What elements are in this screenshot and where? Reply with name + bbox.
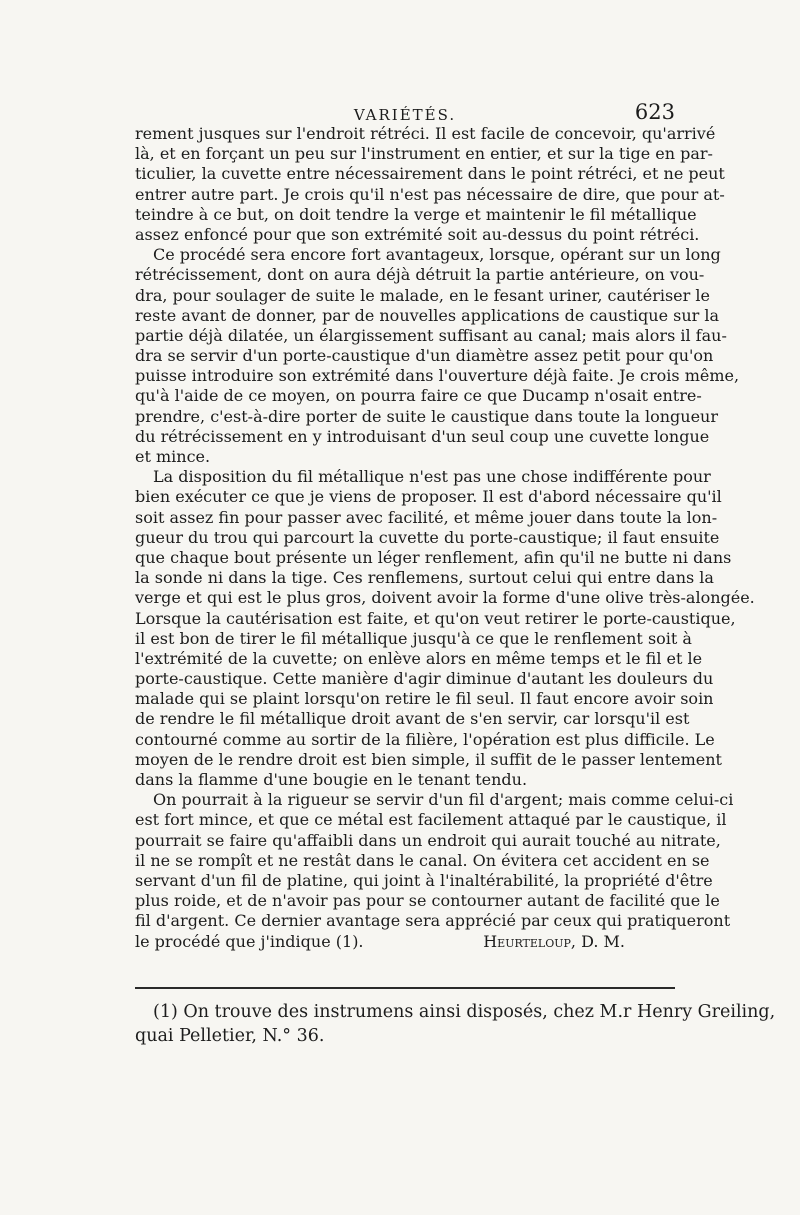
text-line: il ne se rompît et ne restât dans le canal. On évitera cet accident en se	[135, 850, 710, 870]
page-number: 623	[634, 100, 675, 124]
text-line: pourrait se faire qu'affaibli dans un endroit qui aurait touché au nitrate,	[135, 830, 721, 850]
text-line: La disposition du fil métallique n'est pas une chose indifférente pour	[153, 467, 711, 487]
text-line: porte-caustique. Cette manière d'agir diminue d'autant les douleurs du	[135, 669, 714, 689]
paragraph-3	[135, 467, 755, 790]
text-line: bien exécuter ce que je viens de proposer. Il est d'abord nécessaire qu'il	[135, 487, 722, 507]
text-line: assez enfoncé pour que son extrémité soit au-dessus du point rétréci.	[135, 224, 700, 244]
text-line: partie déjà dilatée, un élargissement suffisant au canal; mais alors il fau-	[135, 325, 727, 345]
author-signature: Heurteloup, D. M.	[483, 931, 625, 951]
text-line: puisse introduire son extrémité dans l'ouverture déjà faite. Je crois même,	[135, 366, 740, 386]
text-line: rement jusques sur l'endroit rétréci. Il est facile de concevoir, qu'arrivé	[135, 124, 716, 143]
text-line: rétrécissement, dont on aura déjà détruit la partie antérieure, on vou-	[135, 265, 705, 285]
text-line: soit assez fin pour passer avec facilité, et même jouer dans toute la lon-	[135, 507, 718, 527]
text-line: malade qui se plaint lorsqu'on retire le fil seul. Il faut encore avoir soin	[135, 689, 714, 709]
text-line: Lorsque la cautérisation est faite, et qu'on veut retirer le porte-caustique,	[135, 608, 736, 628]
footnote	[135, 1000, 776, 1048]
text-line: prendre, c'est-à-dire porter de suite le caustique dans toute la longueur	[135, 406, 718, 426]
text-line: là, et en forçant un peu sur l'instrument en entier, et sur la tige en par-	[135, 144, 713, 164]
text-line: dans la flamme d'une bougie en le tenant tendu.	[135, 770, 528, 789]
text-line: de rendre le fil métallique droit avant de s'en servir, car lorsqu'il est	[135, 709, 690, 729]
text-line: contourné comme au sortir de la filière, l'opération est plus difficile. Le	[135, 729, 715, 749]
text-line: gueur du trou qui parcourt la cuvette du porte-caustique; il faut ensuite	[135, 527, 720, 547]
text-line: dra, pour soulager de suite le malade, en le fesant uriner, cautériser le	[135, 285, 710, 305]
text-line: l'extrémité de la cuvette; on enlève alors en même temps et le fil et le	[135, 648, 703, 668]
paragraph-2	[135, 245, 740, 467]
closing-text: le procédé que j'indique (1).	[135, 931, 364, 951]
closing-line	[135, 932, 675, 952]
text-line: servant d'un fil de platine, qui joint à l'inaltérabilité, la propriété d'être	[135, 870, 713, 890]
paragraph-4	[135, 790, 734, 952]
text-line: entrer autre part. Je crois qu'il n'est pas nécessaire de dire, que pour at-	[135, 184, 725, 204]
text-line: verge et qui est le plus gros, doivent avoir la forme d'une olive très-alongée.	[135, 588, 755, 608]
text-line: ticulier, la cuvette entre nécessairement dans le point rétréci, et ne peut	[135, 164, 725, 184]
footnote-line: (1) On trouve des instrumens ainsi disposés, chez M.r Henry Greiling,	[153, 1002, 776, 1022]
text-line: et mince.	[135, 447, 211, 466]
text-line: plus roide, et de n'avoir pas pour se contourner autant de facilité que le	[135, 891, 720, 911]
footnote-line: quai Pelletier, N.° 36.	[135, 1026, 325, 1046]
text-line: la sonde ni dans la tige. Ces renflemens, surtout celui qui entre dans la	[135, 568, 714, 588]
text-line: que chaque bout présente un léger renflement, afin qu'il ne butte ni dans	[135, 547, 732, 567]
body-text	[135, 124, 755, 952]
text-line: du rétrécissement en y introduisant d'un seul coup une cuvette longue	[135, 426, 710, 446]
text-line: est fort mince, et que ce métal est facilement attaqué par le caustique, il	[135, 810, 727, 830]
text-line: qu'à l'aide de ce moyen, on pourra faire ce que Ducamp n'osait entre-	[135, 386, 702, 406]
text-line: reste avant de donner, par de nouvelles applications de caustique sur la	[135, 305, 720, 325]
text-line: fil d'argent. Ce dernier avantage sera apprécié par ceux qui pratiqueront	[135, 911, 731, 931]
text-line: On pourrait à la rigueur se servir d'un fil d'argent; mais comme celui-ci	[153, 790, 734, 810]
text-line: il est bon de tirer le fil métallique jusqu'à ce que le renflement soit à	[135, 628, 692, 648]
text-line: Ce procédé sera encore fort avantageux, lorsque, opérant sur un long	[153, 245, 721, 265]
footnote-rule	[135, 987, 675, 989]
text-line: teindre à ce but, on doit tendre la verge et maintenir le fil métallique	[135, 204, 697, 224]
text-line: moyen de le rendre droit est bien simple, il suffit de le passer lentement	[135, 749, 722, 769]
paragraph-1	[135, 124, 725, 245]
text-line: dra se servir d'un porte-caustique d'un diamètre assez petit pour qu'on	[135, 346, 714, 366]
running-title: VARIÉTÉS.	[353, 106, 457, 124]
